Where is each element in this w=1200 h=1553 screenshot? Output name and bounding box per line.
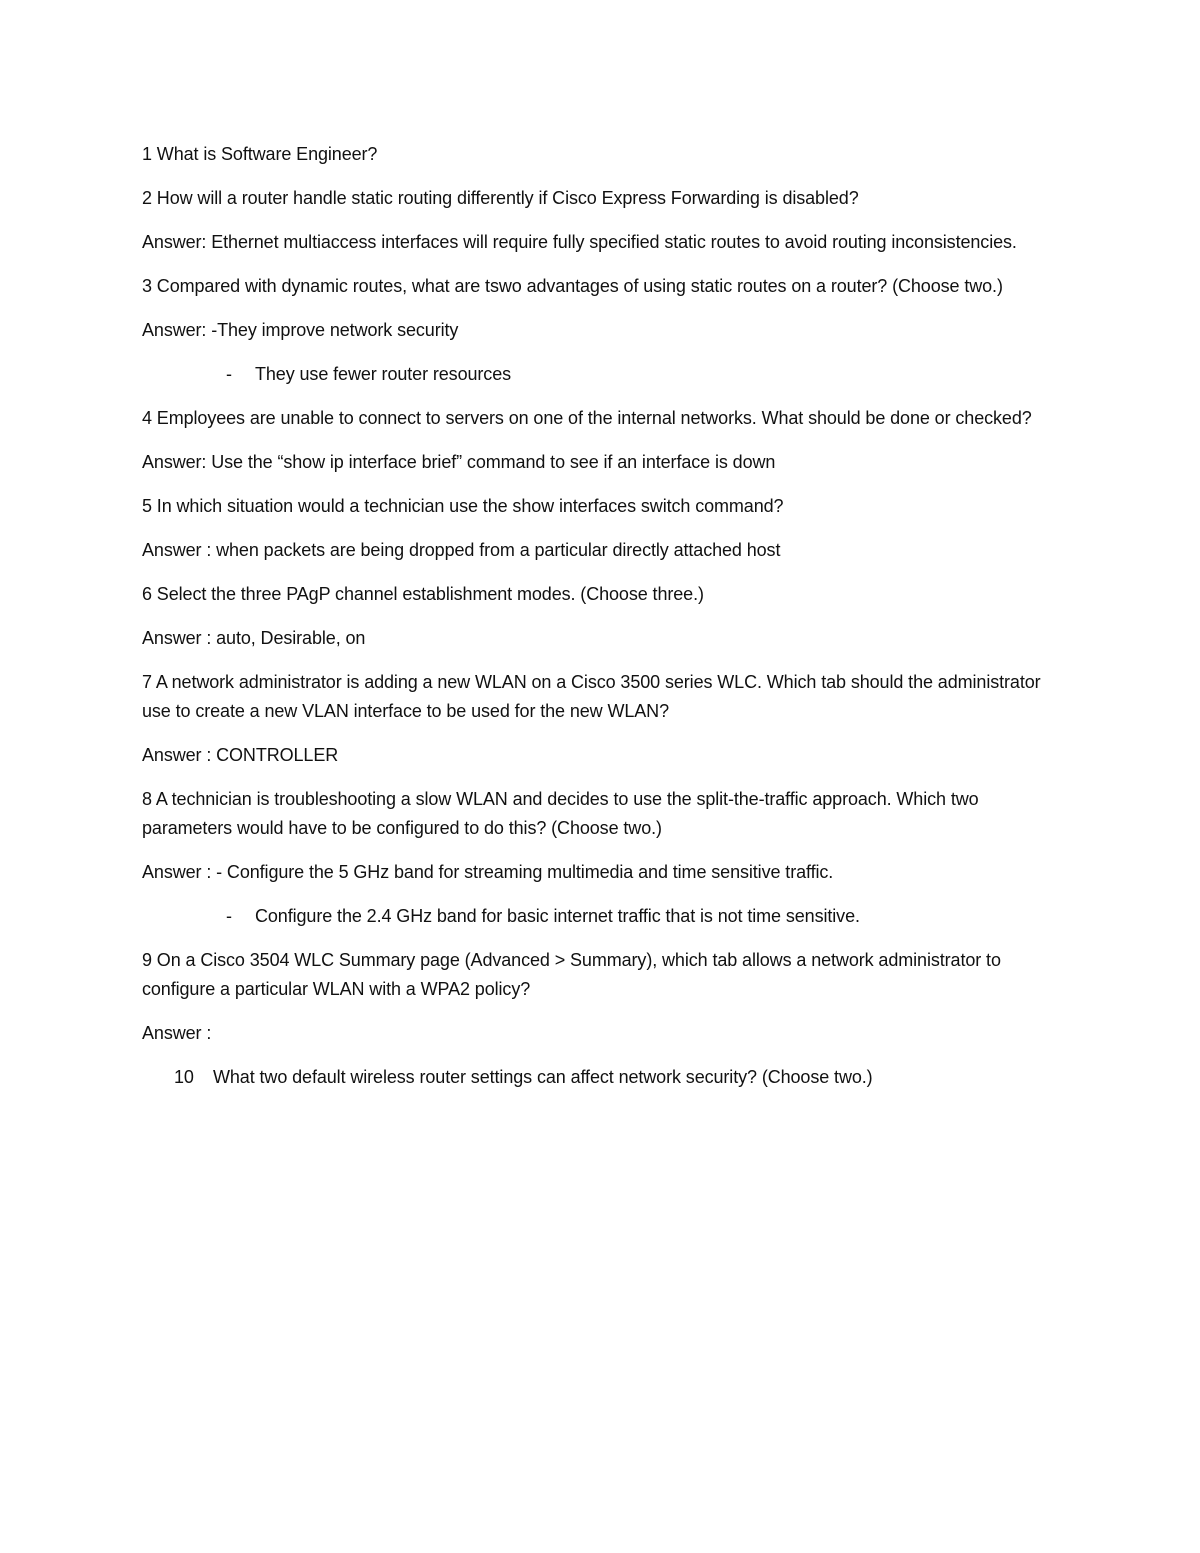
answer-3-bullet [142,360,1067,389]
question-8: 8 A technician is troubleshooting a slow WLAN and decides to use the split-the-traffic approach. Which two parameters would have to be configured to do this? (Choose two.) [142,789,979,838]
answer-8: Answer : - Configure the 5 GHz band for streaming multimedia and time sensitive traffic. [142,862,834,882]
answer-6: Answer : auto, Desirable, on [142,628,366,648]
question-4: 4 Employees are unable to connect to servers on one of the internal networks. What should be done or checked? [142,408,1032,428]
question-10-text: What two default wireless router settings can affect network security? (Choose two.) [213,1067,873,1087]
question-10-number: 10 [174,1067,194,1087]
question-6: 6 Select the three PAgP channel establishment modes. (Choose three.) [142,584,704,604]
answer-3: Answer: -They improve network security [142,320,459,340]
document-body [142,140,1067,1107]
answer-8-bullet-text: Configure the 2.4 GHz band for basic internet traffic that is not time sensitive. [255,906,860,926]
answer-7: Answer : CONTROLLER [142,745,339,765]
dash-bullet: - [226,364,232,384]
question-9: 9 On a Cisco 3504 WLC Summary page (Advanced > Summary), which tab allows a network administrator to configure a particular WLAN with a WPA2 policy? [142,950,1001,999]
dash-bullet: - [226,906,232,926]
question-7: 7 A network administrator is adding a new WLAN on a Cisco 3500 series WLC. Which tab should the administrator use to create a new VLAN interface to be used for the new WLAN? [142,672,1041,721]
question-5: 5 In which situation would a technician use the show interfaces switch command? [142,496,784,516]
question-3: 3 Compared with dynamic routes, what are tswo advantages of using static routes on a router? (Choose two.) [142,276,1003,296]
answer-8-bullet [142,902,1067,931]
answer-2: Answer: Ethernet multiaccess interfaces will require fully specified static routes to avoid routing inconsistencies. [142,232,1017,252]
answer-4: Answer: Use the “show ip interface brief” command to see if an interface is down [142,452,776,472]
question-2: 2 How will a router handle static routing differently if Cisco Express Forwarding is disabled? [142,188,859,208]
question-10 [142,1063,1067,1092]
question-1: 1 What is Software Engineer? [142,144,378,164]
answer-9: Answer : [142,1023,212,1043]
answer-5: Answer : when packets are being dropped from a particular directly attached host [142,540,781,560]
answer-3-bullet-text: They use fewer router resources [255,364,512,384]
